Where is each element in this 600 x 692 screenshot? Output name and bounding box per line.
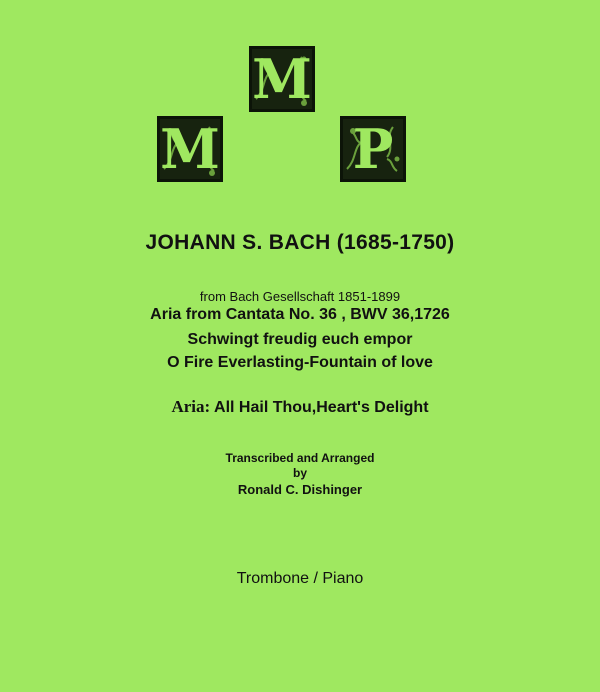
aria-prefix: Aria: bbox=[171, 397, 211, 416]
instrumentation: Trombone / Piano bbox=[236, 570, 364, 587]
logo-letter-m-top: M bbox=[252, 47, 312, 111]
work-title: Aria from Cantata No. 36 , BWV 36,1726 bbox=[150, 306, 450, 323]
logo-block-left-m bbox=[157, 116, 223, 182]
source-note: from Bach Gesellschaft 1851-1899 bbox=[199, 289, 401, 304]
credits-by: by bbox=[292, 466, 307, 480]
aria-title: All Hail Thou,Heart's Delight bbox=[214, 399, 429, 416]
logo-block-right-p bbox=[340, 116, 406, 182]
german-title: Schwingt freudig euch empor bbox=[187, 331, 413, 348]
logo-block-top-m bbox=[249, 46, 315, 112]
aria-subtitle bbox=[0, 397, 600, 417]
logo-letter-p-right: P bbox=[352, 117, 394, 181]
logo-letter-m-left: M bbox=[160, 117, 220, 181]
credits-line: Transcribed and Arranged bbox=[225, 451, 375, 465]
composer-title: JOHANN S. BACH (1685-1750) bbox=[145, 231, 455, 254]
arranger-name: Ronald C. Dishinger bbox=[237, 482, 363, 497]
english-title: O Fire Everlasting-Fountain of love bbox=[167, 354, 433, 371]
